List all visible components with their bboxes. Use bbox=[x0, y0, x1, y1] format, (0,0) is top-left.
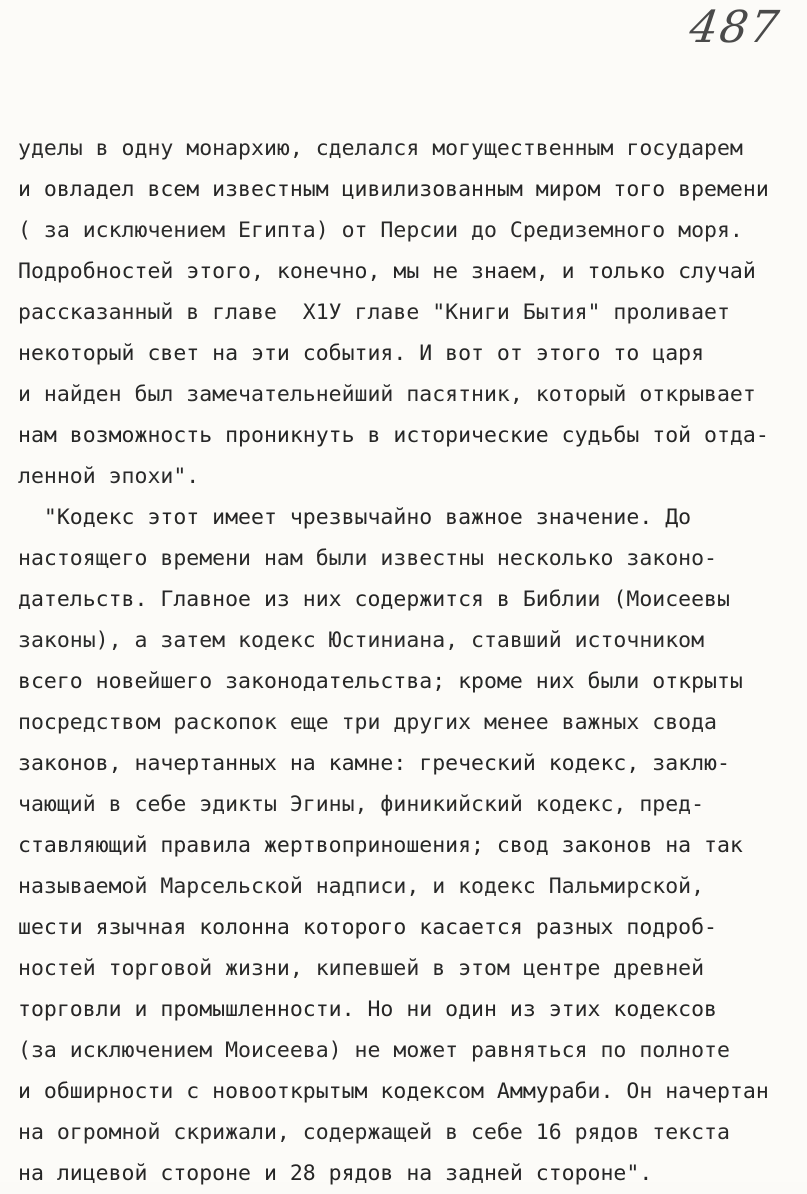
text-line: Подробностей этого, конечно, мы не знаем, и только случай bbox=[18, 259, 756, 284]
text-line: называемой Марсельской надписи, и кодекс Пальмирской, bbox=[18, 874, 705, 899]
text-line: дательств. Главное из них содержится в Библии (Моисеевы bbox=[18, 587, 730, 612]
text-line: ностей торговой жизни, кипевшей в этом центре древней bbox=[18, 956, 705, 981]
text-line: некоторый свет на эти события. И вот от этого то царя bbox=[18, 341, 705, 366]
text-line: законы), а затем кодекс Юстиниана, ставший источником bbox=[18, 628, 705, 653]
text-line: на лицевой стороне и 28 рядов на задней стороне". bbox=[18, 1161, 653, 1186]
text-line: законов, начертанных на камне: греческий кодекс, заклю- bbox=[18, 751, 730, 776]
page-number: 487 bbox=[686, 2, 784, 53]
text-line: рассказанный в главе Х1У главе "Книги Бытия" проливает bbox=[18, 300, 730, 325]
text-line: ( за исключением Египта) от Персии до Средиземного моря. bbox=[18, 218, 743, 243]
text-line: всего новейшего законодательства; кроме них были открыты bbox=[18, 669, 743, 694]
text-line: торговли и промышленности. Но ни один из этих кодексов bbox=[18, 997, 717, 1022]
text-line: посредством раскопок еще три других менее важных свода bbox=[18, 710, 717, 735]
text-line: уделы в одну монархию, сделался могущественным государем bbox=[18, 136, 743, 161]
text-line: и обширности с новооткрытым кодексом Аммураби. Он начертан bbox=[18, 1079, 769, 1104]
text-line: ленной эпохи". bbox=[18, 464, 200, 489]
text-line: на огромной скрижали, содержащей в себе 16 рядов текста bbox=[18, 1120, 730, 1145]
text-line: (за исключением Моисеева) не может равняться по полноте bbox=[18, 1038, 730, 1063]
text-line: шести язычная колонна которого касается разных подроб- bbox=[18, 915, 717, 940]
text-line: ставляющий правила жертвоприношения; свод законов на так bbox=[18, 833, 743, 858]
text-line: и найден был замечательнейший пасятник, который открывает bbox=[18, 382, 756, 407]
text-line: чающий в себе эдикты Эгины, финикийский кодекс, пред- bbox=[18, 792, 705, 817]
text-line: и овладел всем известным цивилизованным миром того времени bbox=[18, 177, 769, 202]
text-line: настоящего времени нам были известны несколько законо- bbox=[18, 546, 717, 571]
typed-text-body bbox=[18, 128, 798, 1194]
text-line: "Кодекс этот имеет чрезвычайно важное значение. До bbox=[18, 505, 692, 530]
text-line: нам возможность проникнуть в исторические судьбы той отда- bbox=[18, 423, 769, 448]
